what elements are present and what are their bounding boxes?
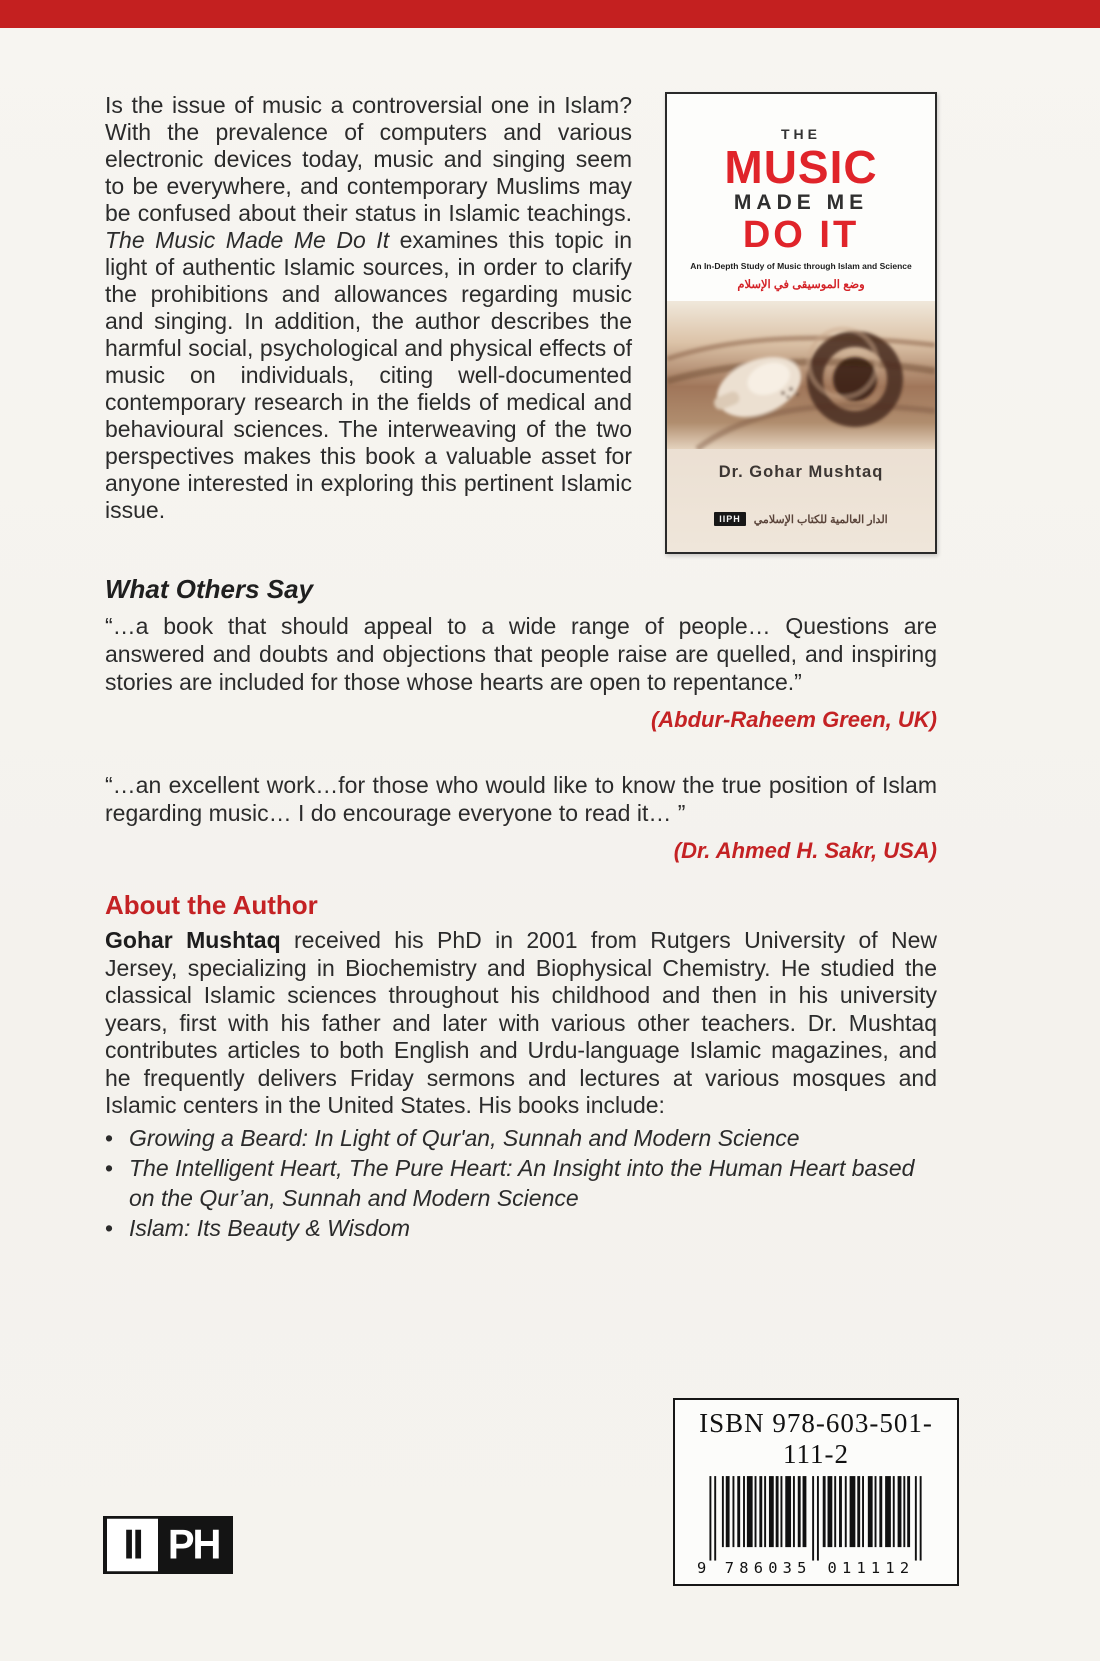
barcode-digits-left: 786035: [724, 1559, 807, 1578]
cover-the: THE: [781, 126, 821, 142]
synopsis-book-title: The Music Made Me Do It: [105, 227, 390, 253]
bullet-icon: •: [105, 1124, 114, 1151]
cover-publisher-arabic: الدار العالمية للكتاب الإسلامي: [753, 513, 888, 526]
iiph-logo-left: II: [107, 1519, 158, 1572]
about-author-heading: About the Author: [105, 890, 318, 920]
back-cover-content: [105, 92, 937, 1243]
cover-publisher-row: [667, 512, 935, 526]
cover-title-made-me: MADE ME: [733, 191, 869, 214]
book-cover-thumbnail: [665, 92, 937, 554]
synopsis-and-cover-row: [105, 92, 937, 554]
review-attribution-1: (Abdur-Raheem Green, UK): [650, 707, 937, 732]
list-item: [105, 1153, 937, 1213]
cover-title-do-it: DO IT: [742, 214, 860, 256]
bullet-icon: •: [105, 1214, 114, 1241]
iiph-logo-right: PH: [158, 1519, 229, 1572]
list-item: [105, 1213, 937, 1243]
barcode: [696, 1474, 936, 1578]
author-bio: [105, 927, 937, 1120]
review-quote-2: “…an excellent work…for those who would like to know the true position of Islam regarding music… I do encourage everyone to read it… ”: [105, 772, 937, 826]
isbn-box: [673, 1398, 959, 1586]
isbn-number: ISBN 978-603-501-111-2: [699, 1408, 933, 1469]
cover-subtitle: An In-Depth Study of Music through Islam and Science: [690, 261, 912, 271]
cover-author-name: Dr. Gohar Mushtaq: [718, 463, 884, 481]
cover-arabic-title: وضع الموسيقى في الإسلام: [737, 279, 865, 291]
book-title: Growing a Beard: In Light of Qur'an, Sunnah and Modern Science: [129, 1124, 800, 1151]
cover-publisher-logo: IIPH: [714, 512, 746, 526]
author-bio-text: received his PhD in 2001 from Rutgers University of New Jersey, specializing in Biochemistry and Biophysical Chemistry. He studied the classical Islamic sciences throughout his childhood and then in his university years, first with his father and later with various other teachers. Dr. Mushtaq contributes articles to both English and Urdu-language Islamic magazines, and he frequently delivers Friday sermons and lectures at various mosques and Islamic centers in the United States. His books include:: [105, 927, 937, 1118]
book-title: Islam: Its Beauty & Wisdom: [129, 1214, 410, 1241]
author-bio-name: Gohar Mushtaq: [105, 927, 281, 953]
synopsis-paragraph: [105, 92, 632, 524]
cover-lower-area: [667, 301, 935, 552]
bullet-icon: •: [105, 1154, 114, 1181]
books-list: [105, 1123, 937, 1243]
top-red-strip: [0, 0, 1100, 28]
barcode-digit-first: 9: [696, 1559, 707, 1578]
review-quote-1: “…a book that should appeal to a wide range of people… Questions are answered and doubts and objections that people raise are quelled, and inspiring stories are included for those whose hearts are open to repentance.”: [105, 613, 937, 695]
list-item: [105, 1123, 937, 1153]
earbuds-photo: [667, 301, 935, 449]
synopsis-text-before: Is the issue of music a controversial one in Islam? With the prevalence of computers and various electronic devices today, music and singing seem to be everywhere, and contemporary Muslims may be confused about their status in Islamic teachings.: [105, 92, 632, 226]
barcode-digits-right: 011112: [827, 1559, 910, 1578]
book-title: The Intelligent Heart, The Pure Heart: An Insight into the Human Heart based on the Qur’an, Sunnah and Modern Science: [129, 1154, 915, 1211]
iiph-publisher-logo: [103, 1516, 233, 1574]
review-attribution-2: (Dr. Ahmed H. Sakr, USA): [673, 838, 937, 863]
cover-title-music: MUSIC: [724, 141, 878, 193]
synopsis-text-after: examines this topic in light of authentic Islamic sources, in order to clarify the prohibitions and allowances regarding music and singing. In addition, the author describes the harmful social, psychological and physical effects of music on individuals, citing well-documented contemporary research in the fields of medical and behavioural sciences. The interweaving of the two perspectives makes this book a valuable asset for anyone interested in exploring this pertinent Islamic issue.: [105, 227, 632, 523]
reviews-heading: What Others Say: [105, 574, 314, 604]
